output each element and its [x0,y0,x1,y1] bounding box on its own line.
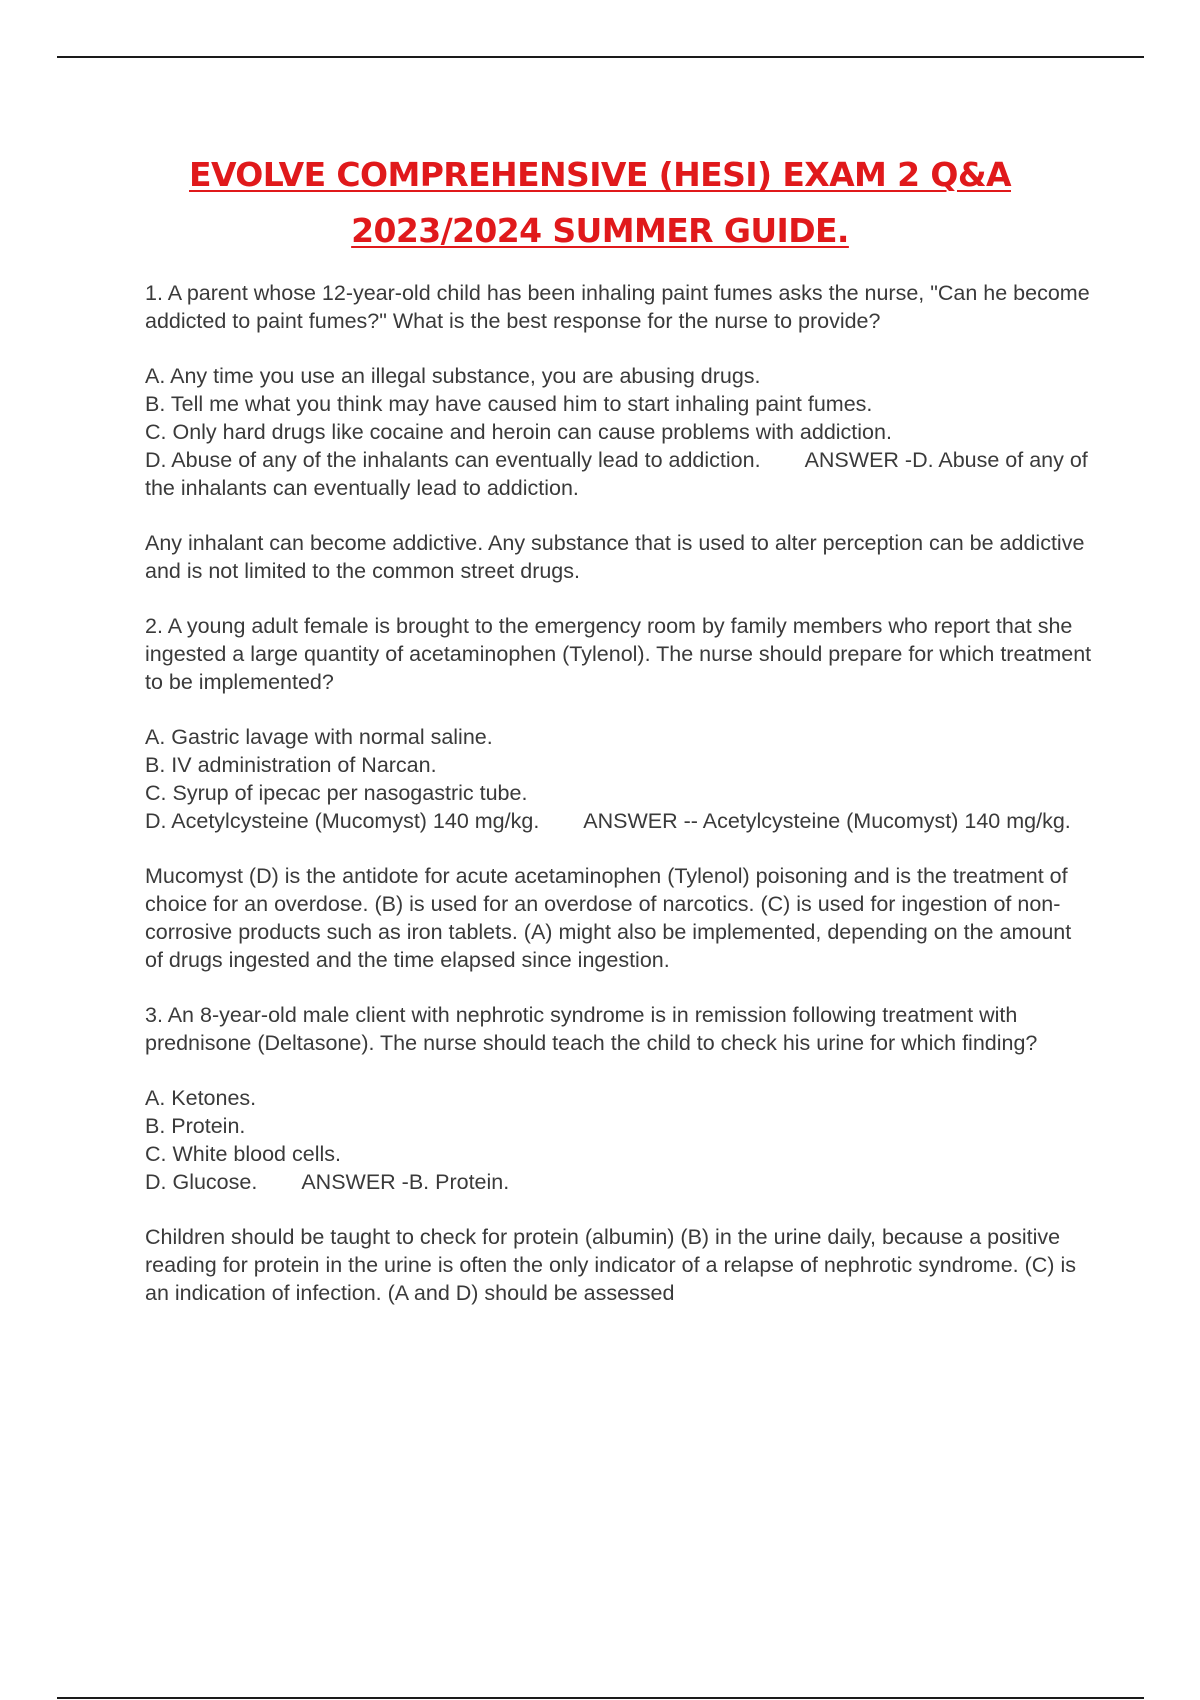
option-item: A. Any time you use an illegal substance, you are abusing drugs. [145,364,761,388]
option-text: D. Abuse of any of the inhalants can eventually lead to addiction. [145,448,761,472]
option-item: B. Tell me what you think may have caused him to start inhaling paint fumes. [145,392,873,416]
option-item: A. Ketones. [145,1086,257,1110]
option-item [145,1168,1095,1196]
option-item [145,446,1095,502]
option-text: D. Glucose. [145,1170,258,1194]
answer-text: ANSWER -- Acetylcysteine (Mucomyst) 140 mg/kg. [583,809,1071,833]
question-3-rationale: Children should be taught to check for protein (albumin) (B) in the urine daily, because a positive reading for protein in the urine is often the only indicator of a relapse of nephrotic syndrome. (C) is an indication of infection. (A and D) should be assessed [145,1225,1082,1305]
title-line-2: 2023/2024 SUMMER GUIDE. [351,211,849,250]
option-item: B. IV administration of Narcan. [145,753,437,777]
question-1-text: 1. A parent whose 12-year-old child has been inhaling paint fumes asks the nurse, "Can he become addicted to paint fumes?" What is the best response for the nurse to provide? [145,281,1096,333]
option-item: C. Syrup of ipecac per nasogastric tube. [145,781,528,805]
question-2-text: 2. A young adult female is brought to the emergency room by family members who report that she ingested a large quantity of acetaminophen (Tylenol). The nurse should prepare for which treatment to be implemented? [145,614,1098,694]
answer-text: ANSWER -B. Protein. [301,1170,510,1194]
question-3-text: 3. An 8-year-old male client with nephrotic syndrome is in remission following treatment with prednisone (Deltasone). The nurse should teach the child to check his urine for which finding? [145,1003,1038,1055]
option-item: A. Gastric lavage with normal saline. [145,725,493,749]
option-item [145,807,1095,835]
option-item: C. White blood cells. [145,1142,341,1166]
top-rule [57,56,1144,58]
title-line-1: EVOLVE COMPREHENSIVE (HESI) EXAM 2 Q&A [189,155,1011,194]
option-item: B. Protein. [145,1114,246,1138]
question-2-options [145,723,1095,835]
option-item: C. Only hard drugs like cocaine and heroin can cause problems with addiction. [145,420,892,444]
answer-text: ANSWER -D. Abuse of any of the inhalants can eventually lead to addiction. [145,448,1094,500]
bottom-rule [57,1697,1144,1699]
document-body [145,279,1098,1334]
question-2-rationale: Mucomyst (D) is the antidote for acute acetaminophen (Tylenol) poisoning and is the treatment of choice for an overdose. (B) is used for an overdose of narcotics. (C) is used for ingestion of non-corrosive products such as iron tablets. (A) might also be implemented, depending on the amount of drugs ingested and the time elapsed since ingestion. [145,864,1078,972]
question-1-rationale: Any inhalant can become addictive. Any substance that is used to alter perception can be addictive and is not limited to the common street drugs. [145,531,1091,583]
option-text: D. Acetylcysteine (Mucomyst) 140 mg/kg. [145,809,540,833]
question-3-options [145,1084,1095,1196]
question-1-options [145,362,1095,502]
